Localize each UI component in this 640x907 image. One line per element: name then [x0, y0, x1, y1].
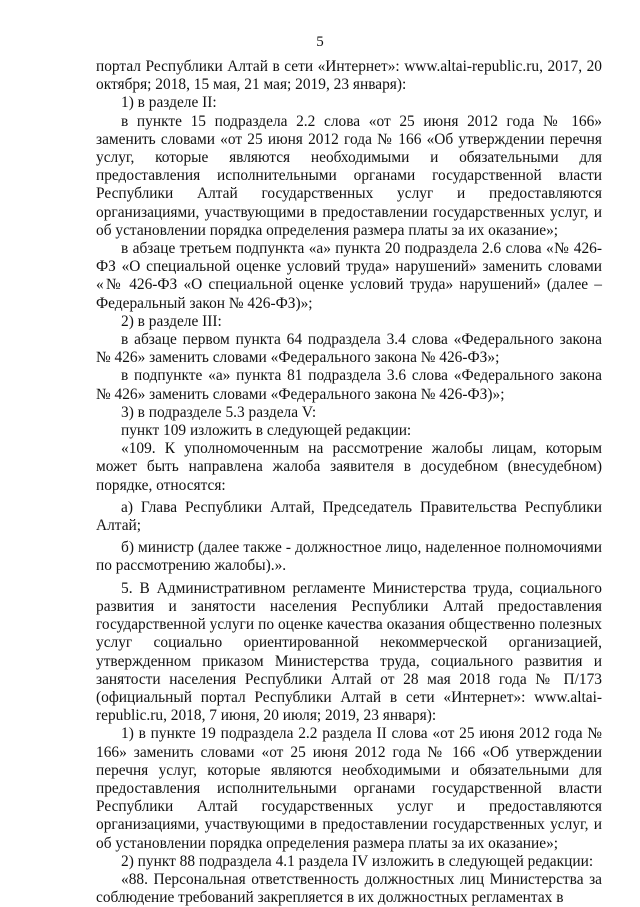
paragraph-item-109: «109. К уполномоченным на рассмотрение жалобы лицам, которым может быть направлена жалоба заявителя в досудебном (внесудебном) порядке, относятся: [96, 440, 602, 494]
paragraph-section-3: 2) в разделе III: [121, 312, 222, 330]
paragraph-point-5: 5. В Административном регламенте Министерства труда, социального развития и занятости населения Республики Алтай предоставления государственной услуги по оценке качества оказания общественно полезных услуг социально ориентированной некоммерческой организацией, утвержденном приказом Министерства труда, социального развития и занятости населения Республики Алтай от 28 мая 2018 года № П/173 (официальный портал Республики Алтай в сети «Интернет»: www.altai-republic.ru, 2018, 7 июня, 20 июля; 2019, 23 января): [96, 579, 602, 725]
paragraph-item-b: б) министр (далее также - должностное лицо, наделенное полномочиями по рассмотрению жалобы).». [96, 539, 602, 575]
paragraph-continuation: портал Республики Алтай в сети «Интернет»: www.altai-republic.ru, 2017, 20 октября; 2018, 15 мая, 21 мая; 2019, 23 января): [96, 58, 602, 94]
paragraph-section-2: 1) в разделе II: [121, 94, 217, 112]
paragraph-item-88: «88. Персональная ответственность должностных лиц Министерства за соблюдение требований закрепляется в их должностных регламентах в [96, 870, 602, 907]
paragraph-item-88-intro: 2) пункт 88 подраздела 4.1 раздела IV изложить в следующей редакции: [121, 852, 594, 870]
document-body [96, 58, 602, 907]
paragraph-item-19: 1) в пункте 19 подраздела 2.2 раздела II слова «от 25 июня 2012 года № 166» заменить словами «от 25 июня 2012 года № 166 «Об утверждении перечня услуг, которые являются необходимыми и обязательными для предоставления исполнительными органами государственной власти Республики Алтай государственных услуг и предоставляются организациями, участвующими в предоставлении государственных услуг, и об установлении порядка определения размера платы за их оказание»; [96, 725, 602, 852]
paragraph-item-20: в абзаце третьем подпункта «а» пункта 20 подраздела 2.6 слова «№ 426-ФЗ «О специальной оценке условий труда» нарушений» заменить словами «№ 426-ФЗ «О специальной оценке условий труда» нарушений» (далее – Федеральный закон № 426-ФЗ)»; [96, 240, 602, 312]
paragraph-item-109-intro: пункт 109 изложить в следующей редакции: [121, 422, 412, 440]
paragraph-subsection-5-3: 3) в подразделе 5.3 раздела V: [121, 403, 317, 421]
paragraph-item-15: в пункте 15 подраздела 2.2 слова «от 25 июня 2012 года № 166» заменить словами «от 25 июня 2012 года № 166 «Об утверждении перечня услуг, которые являются необходимыми и обязательными для предоставления исполнительными органами государственной власти Республики Алтай государственных услуг и предоставляются организациями, участвующими в предоставлении государственных услуг, и об установлении порядка определения размера платы за их оказание»; [96, 112, 602, 239]
page-number: 5 [316, 34, 324, 50]
paragraph-item-a: а) Глава Республики Алтай, Председатель Правительства Республики Алтай; [96, 498, 602, 535]
paragraph-item-64: в абзаце первом пункта 64 подраздела 3.4 слова «Федерального закона № 426» заменить словами «Федерального закона № 426-ФЗ»; [96, 331, 602, 367]
paragraph-item-81: в подпункте «а» пункта 81 подраздела 3.6 слова «Федерального закона № 426» заменить словами «Федерального закона № 426-ФЗ)»; [96, 367, 602, 403]
